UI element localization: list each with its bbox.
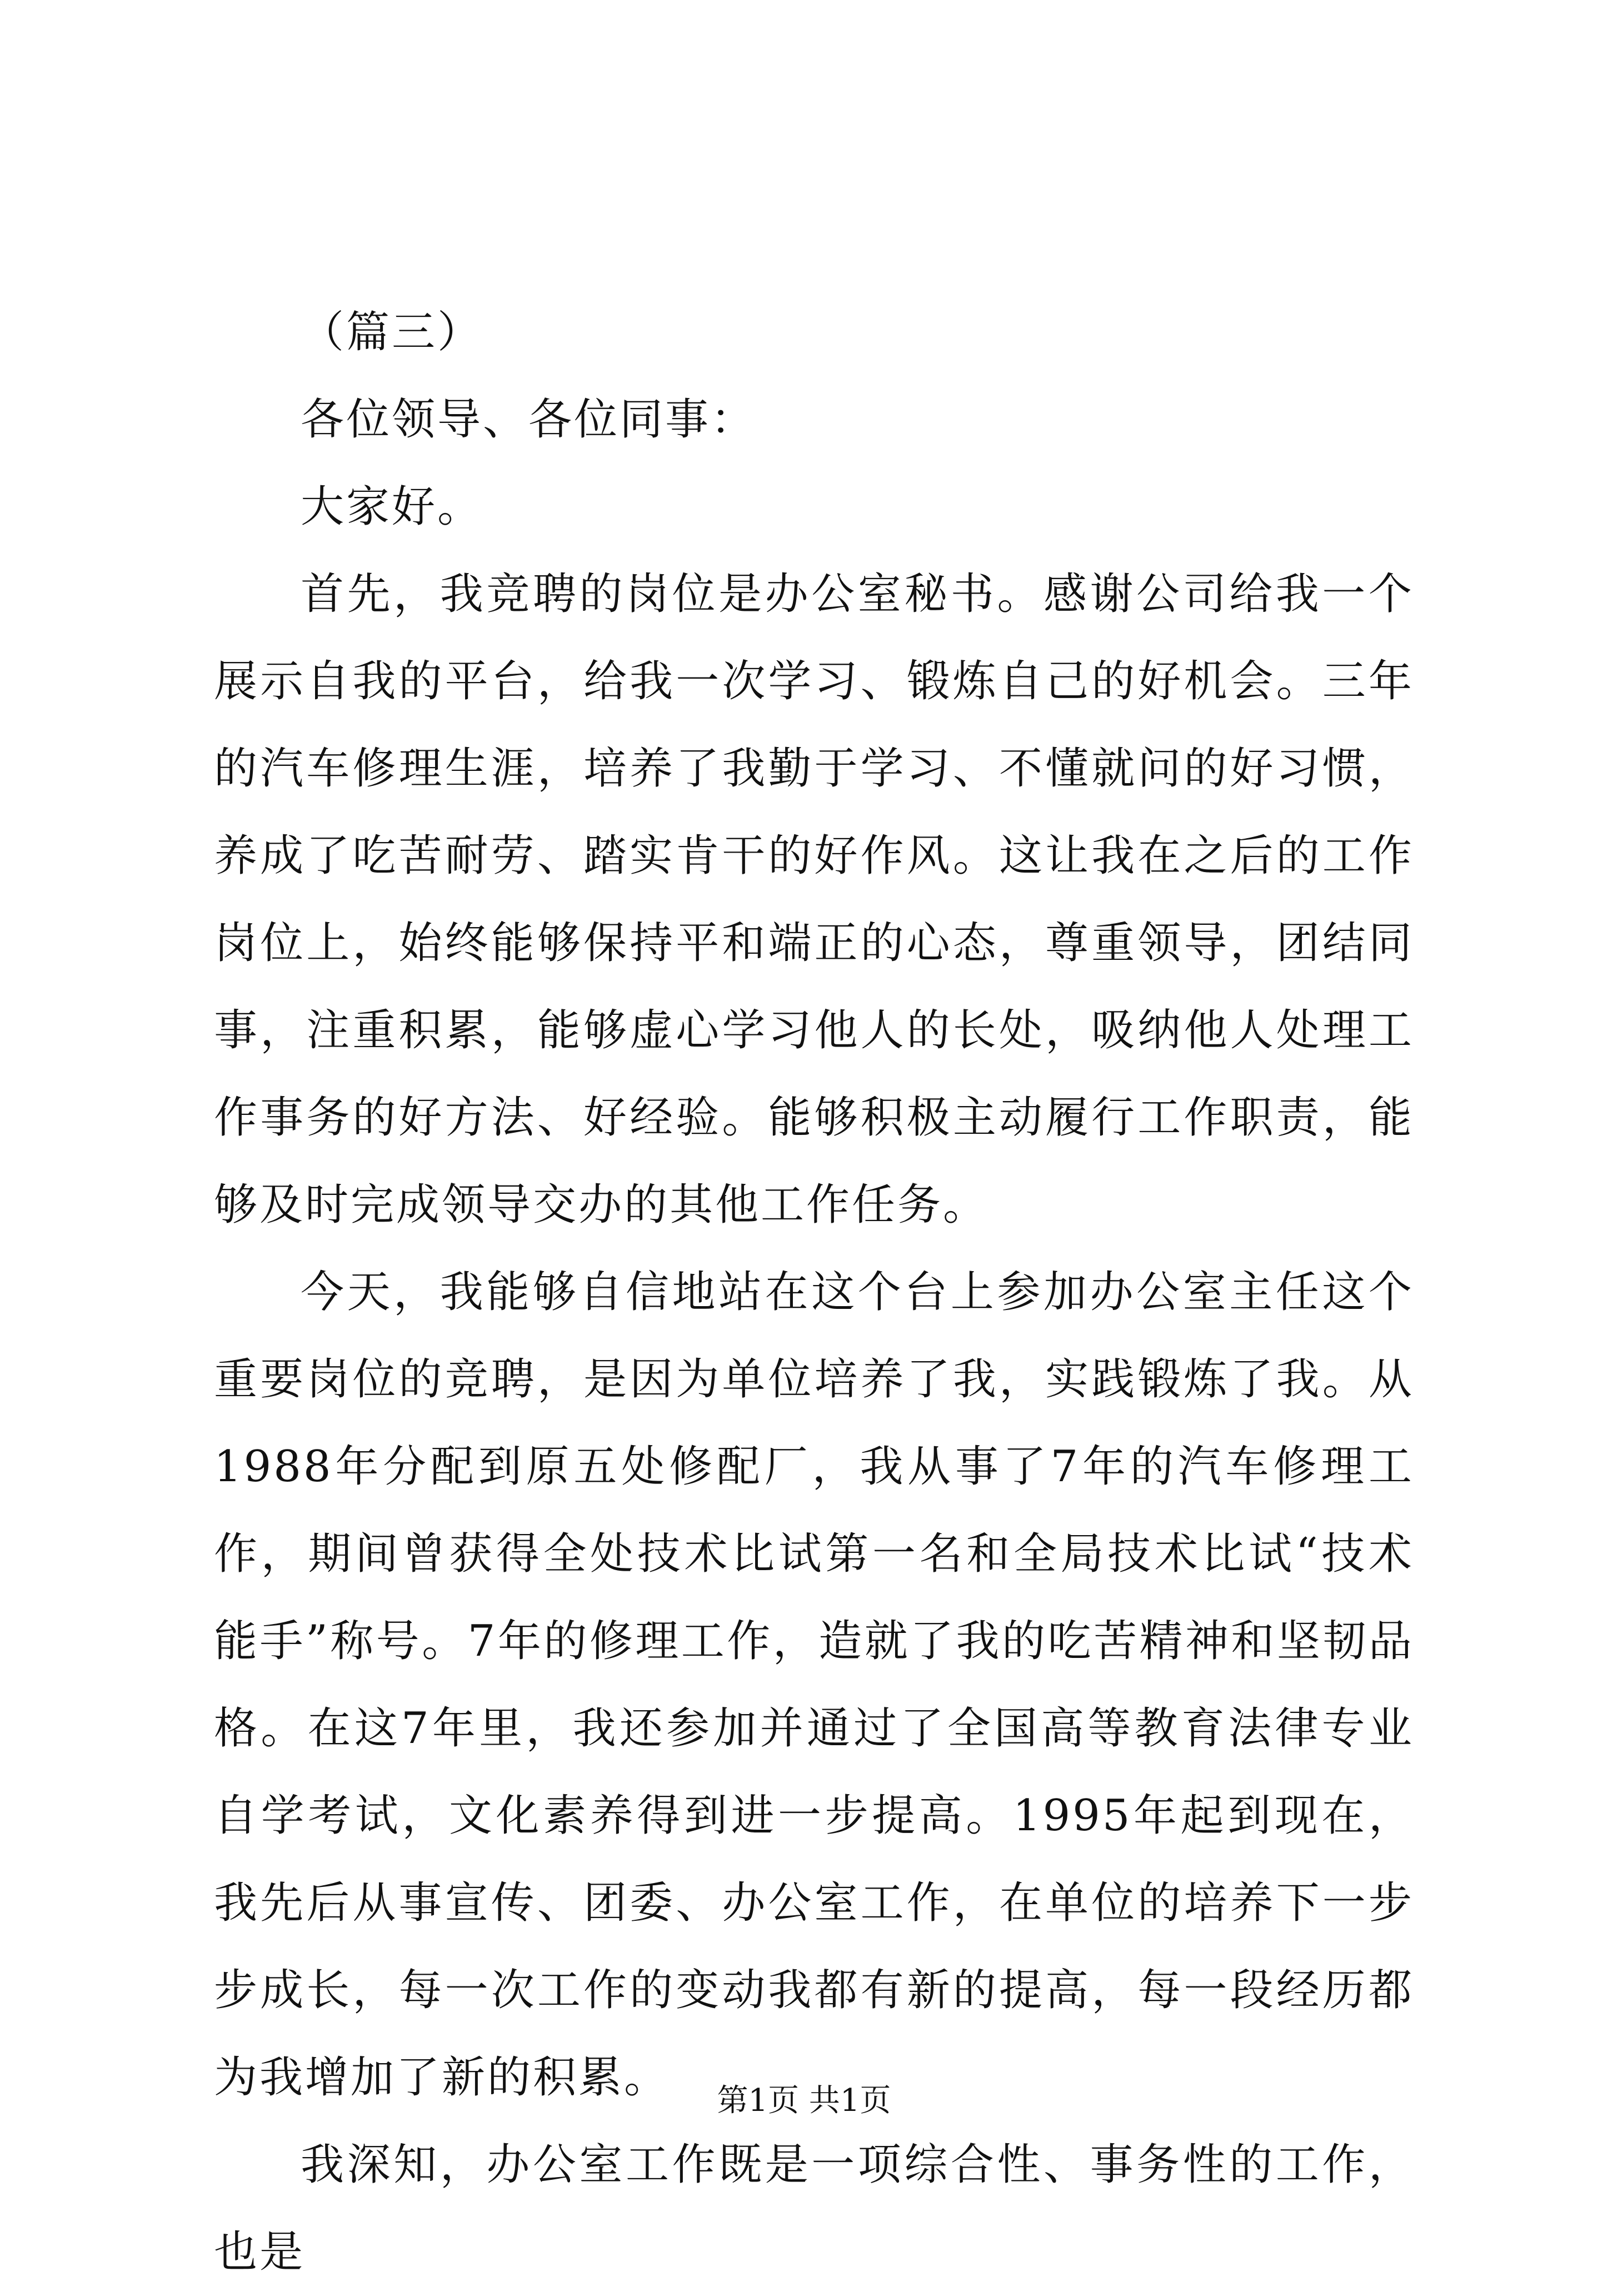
salutation: 各位领导、各位同事：: [301, 395, 757, 445]
section-heading: （篇三）: [301, 307, 483, 357]
greeting: 大家好。: [301, 482, 483, 532]
page-footer: 第1页 共1页: [717, 2083, 891, 2119]
paragraph-3: 我深知，办公室工作既是一项综合性、事务性的工作，也是: [214, 2140, 1414, 2277]
paragraph-2: 今天，我能够自信地站在这个台上参加办公室主任这个重要岗位的竞聘，是因为单位培养了我，实践锻炼了我。从1988年分配到原五处修配厂，我从事了7年的汽车修理工作，期间曾获得全处技术比试第一名和全局技术比试“技术能手”称号。7年的修理工作，造就了我的吃苦精神和坚韧品格。在这7年里，我还参加并通过了全国高等教育法律专业自学考试，文化素养得到进一步提高。1995年起到现在，我先后从事宣传、团委、办公室工作，在单位的培养下一步步成长，每一次工作的变动我都有新的提高，每一段经历都为我增加了新的积累。: [214, 1267, 1414, 2103]
paragraph-1: 首先，我竞聘的岗位是办公室秘书。感谢公司给我一个展示自我的平台，给我一次学习、锻炼自己的好机会。三年的汽车修理生涯，培养了我勤于学习、不懂就问的好习惯，养成了吃苦耐劳、踏实肯干的好作风。这让我在之后的工作岗位上，始终能够保持平和端正的心态，尊重领导，团结同事，注重积累，能够虚心学习他人的长处，吸纳他人处理工作事务的好方法、好经验。能够积极主动履行工作职责，能够及时完成领导交办的其他工作任务。: [214, 569, 1414, 1230]
document-body: [214, 289, 1414, 2296]
